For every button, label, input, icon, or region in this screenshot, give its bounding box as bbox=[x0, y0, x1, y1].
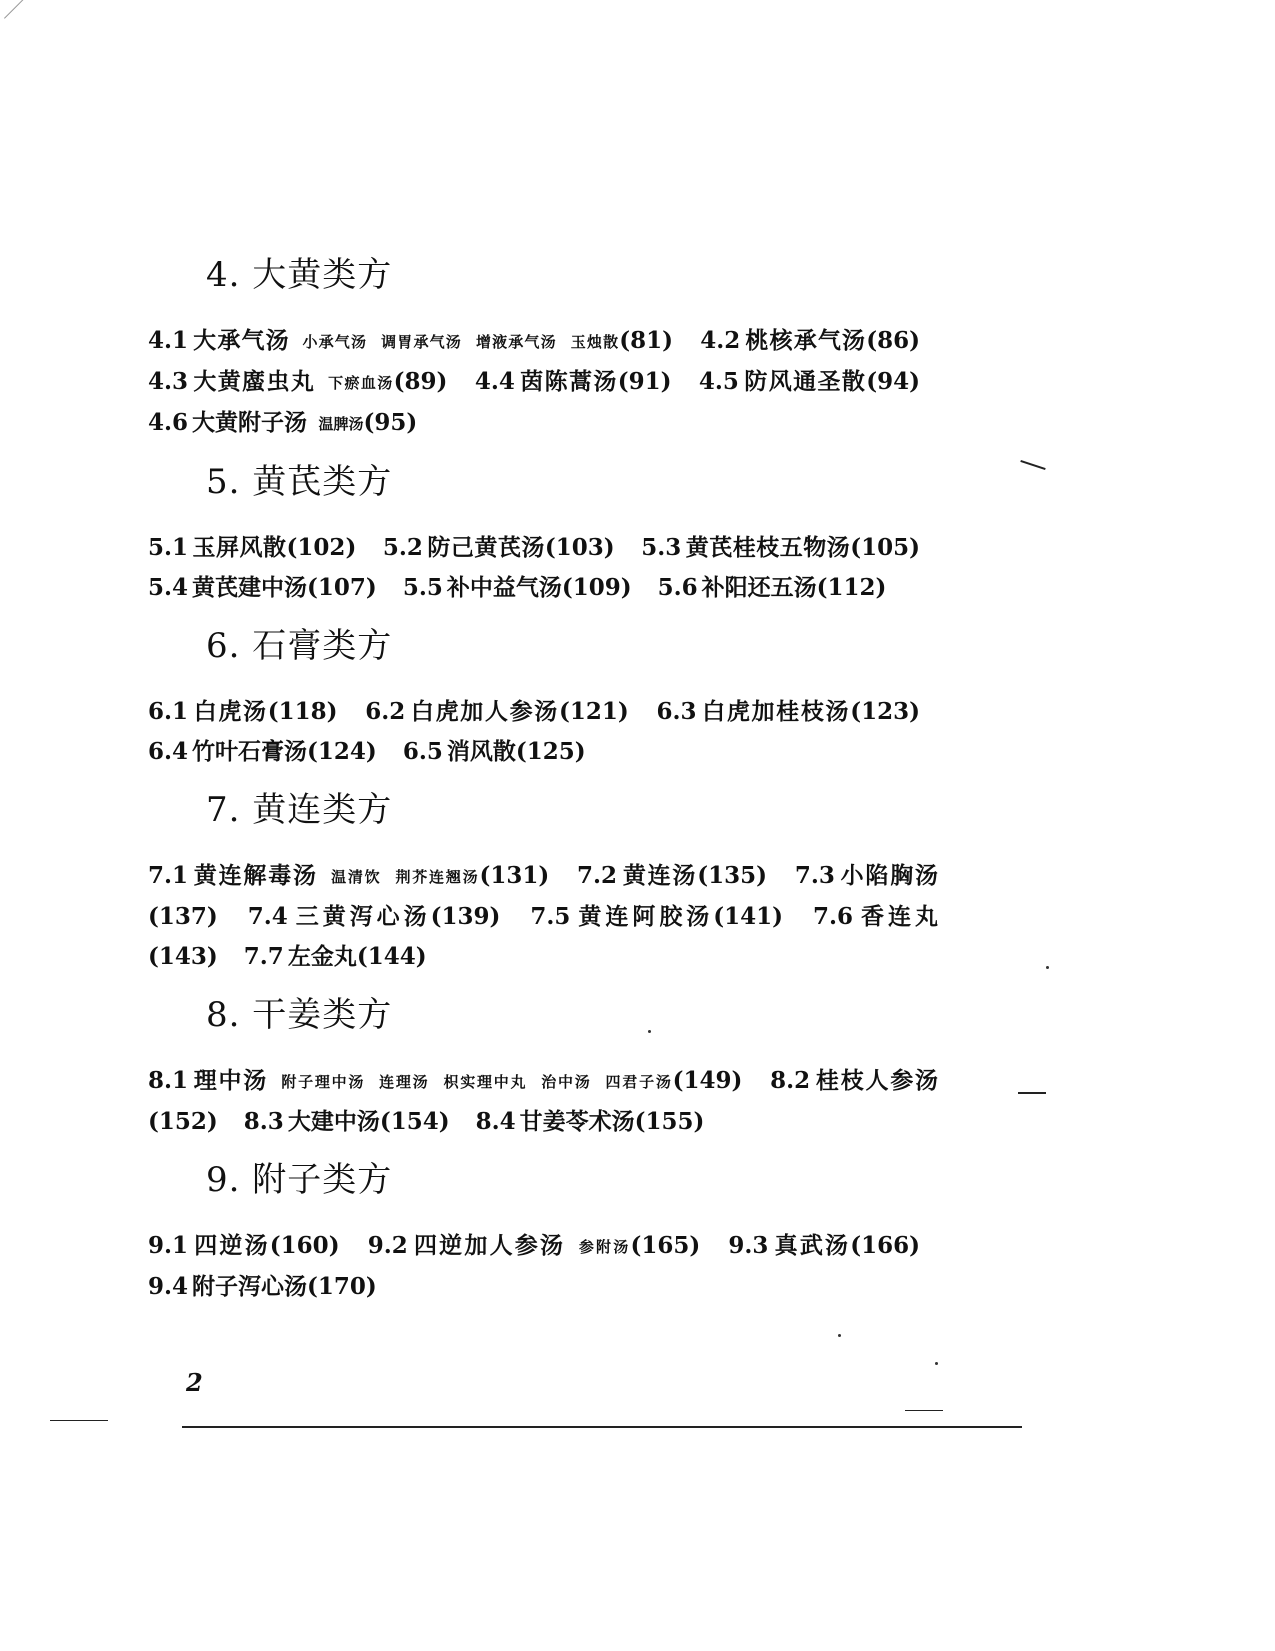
section-heading: 8. 干姜类方 bbox=[206, 995, 393, 1035]
related-formula: 四君子汤 bbox=[605, 1073, 673, 1091]
toc-entry bbox=[476, 1108, 705, 1135]
formula-name: 三黄泻心汤 bbox=[291, 903, 431, 930]
page-reference: (152) bbox=[148, 1108, 218, 1135]
entry-number: 4.3 bbox=[148, 368, 189, 395]
toc-section bbox=[148, 790, 938, 977]
section-heading: 6. 石膏类方 bbox=[206, 626, 393, 666]
section-heading: 9. 附子类方 bbox=[206, 1160, 393, 1200]
formula-name: 补阳还五汤 bbox=[701, 574, 817, 601]
formula-name: 桂枝人参汤 bbox=[814, 1067, 938, 1094]
formula-name: 四逆汤 bbox=[192, 1232, 270, 1259]
related-formula: 附子理中汤 bbox=[279, 1073, 366, 1091]
page-reference: (123) bbox=[850, 698, 921, 725]
page-reference: (118) bbox=[267, 698, 338, 725]
toc-entry bbox=[403, 574, 632, 601]
toc-entry bbox=[577, 862, 767, 889]
margin-mark bbox=[1018, 1092, 1046, 1094]
formula-name: 竹叶石膏汤 bbox=[192, 738, 308, 765]
page-reference: (165) bbox=[630, 1232, 701, 1259]
toc-entry bbox=[656, 698, 920, 725]
entry-number: 7.1 bbox=[148, 862, 189, 889]
page-reference: (170) bbox=[307, 1273, 377, 1300]
entry-number: 4.6 bbox=[148, 409, 189, 436]
related-formula: 连理汤 bbox=[379, 1073, 430, 1091]
entry-number: 6.5 bbox=[402, 738, 443, 765]
entry-number: 6.3 bbox=[656, 698, 697, 725]
page-reference: (139) bbox=[430, 903, 501, 930]
page-reference: (141) bbox=[713, 903, 784, 930]
formula-name: 防风通圣散 bbox=[742, 368, 867, 395]
formula-name: 大黄䗪虫丸 bbox=[192, 368, 316, 395]
page-reference: (121) bbox=[558, 698, 629, 725]
formula-name: 防己黄芪汤 bbox=[426, 534, 545, 561]
section-entries bbox=[148, 321, 938, 444]
page-reference: (112) bbox=[816, 574, 887, 601]
entry-number: 5.5 bbox=[402, 574, 443, 601]
entry-number: 8.1 bbox=[148, 1067, 189, 1094]
entry-number: 6.1 bbox=[148, 698, 189, 725]
toc-entry bbox=[244, 1108, 450, 1135]
page-reference: (135) bbox=[697, 862, 768, 889]
formula-name: 白虎加桂枝汤 bbox=[700, 698, 851, 725]
entry-number: 4.5 bbox=[698, 368, 739, 395]
entry-number: 4.2 bbox=[700, 327, 741, 354]
page-reference: (131) bbox=[479, 862, 550, 889]
toc-entry bbox=[148, 862, 549, 889]
formula-name: 附子泻心汤 bbox=[192, 1273, 308, 1300]
page-reference: (137) bbox=[148, 903, 218, 930]
formula-name: 茵陈蒿汤 bbox=[518, 368, 618, 395]
formula-name: 理中汤 bbox=[192, 1067, 269, 1094]
formula-name: 大建中汤 bbox=[287, 1108, 380, 1135]
related-formula: 玉烛散 bbox=[570, 333, 620, 351]
section-entries bbox=[148, 528, 938, 608]
section-heading: 4. 大黄类方 bbox=[206, 255, 393, 295]
formula-name: 大黄附子汤 bbox=[192, 409, 308, 436]
related-formula: 温清饮 bbox=[329, 868, 382, 886]
formula-name: 小陷胸汤 bbox=[838, 862, 939, 889]
entry-number: 8.2 bbox=[770, 1067, 811, 1094]
section-entries bbox=[148, 1061, 938, 1142]
entry-number: 5.3 bbox=[641, 534, 682, 561]
section-heading: 5. 黄芪类方 bbox=[206, 462, 393, 502]
formula-name: 香连丸 bbox=[857, 903, 938, 930]
entry-number: 7.4 bbox=[247, 903, 288, 930]
section-heading: 7. 黄连类方 bbox=[206, 790, 393, 830]
toc-entry bbox=[475, 368, 672, 395]
toc-entry bbox=[365, 698, 629, 725]
scan-speck bbox=[1046, 966, 1049, 969]
toc-entry bbox=[641, 534, 920, 561]
entry-number: 6.4 bbox=[148, 738, 189, 765]
related-formula: 参附汤 bbox=[576, 1238, 631, 1256]
toc-entry bbox=[148, 698, 338, 725]
page-reference: (143) bbox=[148, 943, 218, 970]
formula-name: 补中益气汤 bbox=[446, 574, 562, 601]
page-reference: (124) bbox=[307, 738, 377, 765]
toc-entry bbox=[700, 327, 920, 354]
page-reference: (95) bbox=[363, 409, 418, 436]
toc-entry bbox=[368, 1232, 700, 1259]
entry-number: 8.3 bbox=[243, 1108, 284, 1135]
toc-entry bbox=[728, 1232, 920, 1259]
toc-entry bbox=[148, 534, 356, 561]
related-formula: 温脾汤 bbox=[318, 415, 364, 433]
related-formula: 荆芥连翘汤 bbox=[395, 868, 480, 886]
bottom-rule bbox=[182, 1426, 1022, 1428]
page-reference: (155) bbox=[634, 1108, 705, 1135]
scan-watermark bbox=[4, 0, 56, 28]
entry-number: 7.7 bbox=[243, 943, 284, 970]
toc-entry bbox=[383, 534, 615, 561]
scan-speck bbox=[935, 1362, 938, 1365]
toc-entry bbox=[658, 574, 887, 601]
section-entries bbox=[148, 856, 938, 977]
formula-name: 真武汤 bbox=[772, 1232, 851, 1259]
toc-section bbox=[148, 995, 938, 1142]
related-formula: 小承气汤 bbox=[301, 333, 368, 351]
formula-name: 甘姜苓术汤 bbox=[519, 1108, 635, 1135]
entry-number: 5.4 bbox=[148, 574, 189, 601]
related-formula: 枳实理中丸 bbox=[443, 1073, 528, 1091]
page-reference: (160) bbox=[269, 1232, 340, 1259]
entry-number: 4.1 bbox=[148, 327, 189, 354]
page-reference: (125) bbox=[515, 738, 586, 765]
related-formula: 治中汤 bbox=[541, 1073, 592, 1091]
entry-number: 7.3 bbox=[794, 862, 835, 889]
formula-name: 黄芪桂枝五物汤 bbox=[685, 534, 851, 561]
entry-number: 5.6 bbox=[657, 574, 698, 601]
formula-name: 黄连阿胶汤 bbox=[574, 903, 714, 930]
toc-entry bbox=[148, 574, 377, 601]
toc-section bbox=[148, 462, 938, 608]
related-formula: 调胃承气汤 bbox=[381, 333, 462, 351]
formula-name: 白虎汤 bbox=[192, 698, 268, 725]
bottom-rule-fragment-right bbox=[905, 1410, 943, 1411]
formula-name: 大承气汤 bbox=[192, 327, 290, 354]
toc-entry bbox=[148, 327, 673, 354]
toc-section bbox=[148, 255, 938, 444]
entry-number: 9.3 bbox=[728, 1232, 769, 1259]
page-reference: (107) bbox=[307, 574, 377, 601]
toc-entry bbox=[530, 903, 783, 930]
toc-entry bbox=[148, 1273, 377, 1300]
page-reference: (166) bbox=[850, 1232, 920, 1259]
toc-entry bbox=[148, 368, 447, 395]
entry-number: 4.4 bbox=[474, 368, 515, 395]
entry-number: 9.2 bbox=[367, 1232, 408, 1259]
section-entries bbox=[148, 692, 938, 772]
toc-entry bbox=[248, 903, 501, 930]
page-reference: (109) bbox=[561, 574, 632, 601]
entry-number: 7.2 bbox=[577, 862, 618, 889]
formula-name: 左金丸 bbox=[287, 943, 357, 970]
page-reference: (149) bbox=[672, 1067, 743, 1094]
entry-number: 7.5 bbox=[530, 903, 571, 930]
formula-name: 桃核承气汤 bbox=[744, 327, 867, 354]
toc-entry bbox=[148, 1067, 742, 1094]
entry-number: 9.1 bbox=[148, 1232, 189, 1259]
bottom-rule-fragment-left bbox=[50, 1420, 108, 1421]
related-formula: 增液承气汤 bbox=[475, 333, 557, 351]
page-number: 2 bbox=[186, 1368, 203, 1397]
entry-number: 5.1 bbox=[148, 534, 189, 561]
page-reference: (94) bbox=[866, 368, 920, 395]
table-of-contents bbox=[148, 255, 938, 1325]
toc-entry bbox=[148, 1232, 340, 1259]
page-reference: (86) bbox=[866, 327, 920, 354]
formula-name: 白虎加人参汤 bbox=[409, 698, 559, 725]
formula-name: 四逆加人参汤 bbox=[411, 1232, 566, 1259]
margin-mark bbox=[1020, 460, 1045, 470]
toc-entry bbox=[148, 409, 417, 436]
page-reference: (81) bbox=[619, 327, 674, 354]
formula-name: 消风散 bbox=[446, 738, 516, 765]
toc-entry bbox=[244, 943, 427, 970]
page-reference: (102) bbox=[286, 534, 357, 561]
formula-name: 黄芪建中汤 bbox=[192, 574, 308, 601]
entry-number: 6.2 bbox=[365, 698, 406, 725]
related-formula: 下瘀血汤 bbox=[326, 374, 394, 392]
page-reference: (91) bbox=[617, 368, 672, 395]
page-reference: (105) bbox=[850, 534, 921, 561]
formula-name: 黄连解毒汤 bbox=[192, 862, 318, 889]
toc-entry bbox=[403, 738, 586, 765]
entry-number: 8.4 bbox=[475, 1108, 516, 1135]
scan-speck bbox=[648, 1030, 651, 1033]
section-entries bbox=[148, 1226, 938, 1307]
entry-number: 9.4 bbox=[148, 1273, 189, 1300]
toc-section bbox=[148, 626, 938, 772]
entry-number: 7.6 bbox=[813, 903, 854, 930]
page-reference: (154) bbox=[379, 1108, 450, 1135]
formula-name: 玉屏风散 bbox=[192, 534, 287, 561]
page-reference: (144) bbox=[356, 943, 427, 970]
toc-entry bbox=[699, 368, 920, 395]
toc-entry bbox=[148, 738, 377, 765]
formula-name: 黄连汤 bbox=[621, 862, 698, 889]
page-reference: (89) bbox=[393, 368, 448, 395]
toc-section bbox=[148, 1160, 938, 1307]
entry-number: 5.2 bbox=[382, 534, 423, 561]
page-reference: (103) bbox=[544, 534, 615, 561]
scan-speck bbox=[838, 1334, 841, 1337]
